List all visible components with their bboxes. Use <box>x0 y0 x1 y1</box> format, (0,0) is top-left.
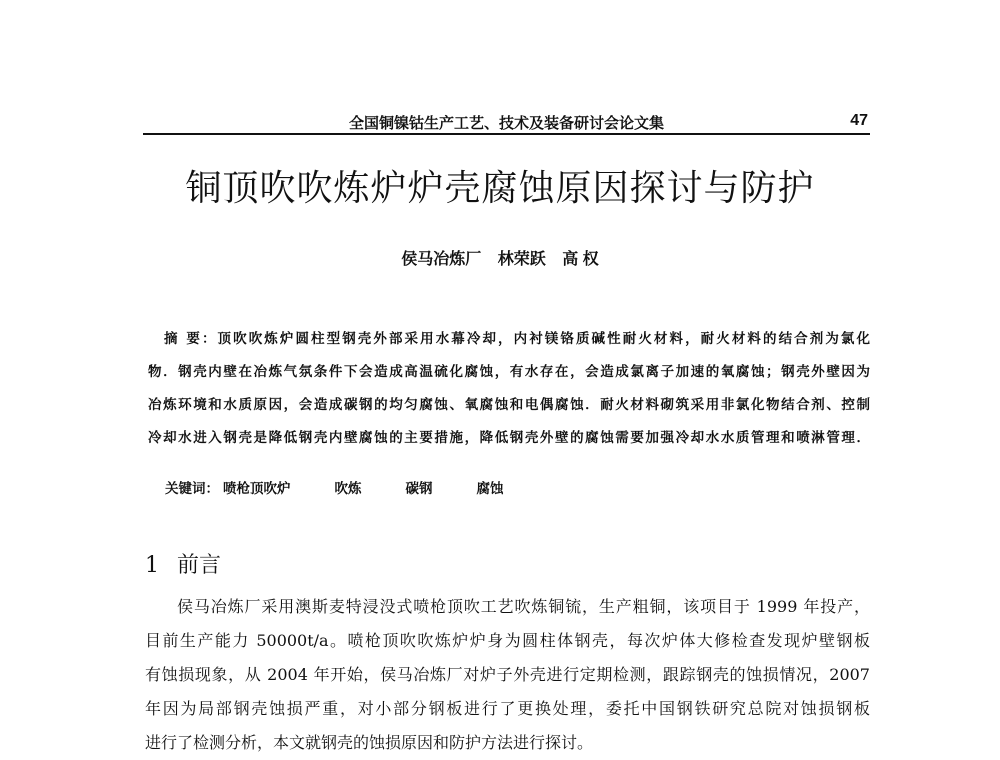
abstract-line: 摘 要：顶吹吹炼炉圆柱型钢壳外部采用水幕冷却，内衬镁铬质碱性耐火材料，耐火材料的结合剂为氯化 <box>164 331 870 347</box>
section-title: 前言 <box>177 553 222 578</box>
body-line: 目前生产能力 50000t/a。喷枪顶吹吹炼炉炉身为圆柱体钢壳，每次炉体大修检查发现炉壁钢板 <box>145 631 870 650</box>
header-rule <box>143 133 870 135</box>
section-heading <box>145 548 221 579</box>
keywords-label: 关键词： <box>165 481 219 497</box>
body-line: 年因为局部钢壳蚀损严重，对小部分钢板进行了更换处理，委托中国钢铁研究总院对蚀损钢板 <box>145 699 870 718</box>
page-number: 47 <box>850 112 868 129</box>
keyword: 腐蚀 <box>476 481 504 497</box>
paper-title: 铜顶吹吹炼炉炉壳腐蚀原因探讨与防护 <box>185 168 815 209</box>
keywords <box>165 477 548 497</box>
authors <box>0 246 1000 269</box>
running-header <box>143 110 870 134</box>
keyword: 喷枪顶吹炉 <box>223 481 291 497</box>
keyword: 碳钢 <box>405 481 433 497</box>
body-line: 进行了检测分析，本文就钢壳的蚀损原因和防护方法进行探讨。 <box>145 733 594 752</box>
abstract-line: 冶炼环境和水质原因，会造成碳钢的均匀腐蚀、氧腐蚀和电偶腐蚀．耐火材料砌筑采用非氯化物结合剂、控制 <box>148 397 870 413</box>
abstract-line: 物．钢壳内壁在冶炼气氛条件下会造成高温硫化腐蚀，有水存在，会造成氯离子加速的氧腐蚀；钢壳外壁因为 <box>148 364 870 380</box>
abstract-line: 冷却水进入钢壳是降低钢壳内壁腐蚀的主要措施，降低钢壳外壁的腐蚀需要加强冷却水水质管理和喷淋管理． <box>148 430 870 446</box>
body-line: 有蚀损现象，从 2004 年开始，侯马冶炼厂对炉子外壳进行定期检测，跟踪钢壳的蚀损情况，2007 <box>145 665 870 684</box>
section-number: 1 <box>145 553 159 578</box>
journal-title: 全国铜镍钴生产工艺、技术及装备研讨会论文集 <box>348 114 664 132</box>
author: 高 权 <box>562 251 599 268</box>
affiliation: 侯马冶炼厂 <box>401 251 482 268</box>
body-line: 侯马冶炼厂采用澳斯麦特浸没式喷枪顶吹工艺吹炼铜锍，生产粗铜，该项目于 1999 年投产， <box>177 597 870 616</box>
keyword: 吹炼 <box>334 481 362 497</box>
author: 林荣跃 <box>497 251 546 268</box>
